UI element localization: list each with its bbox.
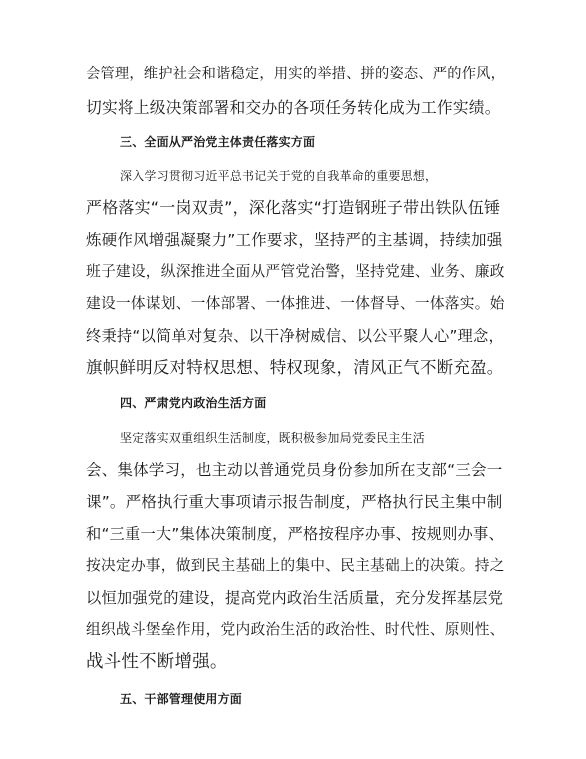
body-line: 建设一体谋划、一体部署、一体推进、一体督导、一体落实。始 <box>86 295 505 312</box>
body-line: 以恒加强党的建设，提高党内政治生活质量，充分发挥基层党 <box>86 589 504 607</box>
body-line: 班子建设，纵深推进全面从严管党治警，坚持党建、业务、廉政 <box>86 263 505 280</box>
body-line: 终秉持“以简单对复杂、以干净树威信、以公平聚人心”理念， <box>86 327 504 345</box>
section-heading: 三、全面从严治党主体责任落实方面 <box>120 135 316 149</box>
body-line: 课”。严格执行重大事项请示报告制度，严格执行民主集中制 <box>86 493 503 511</box>
body-line: 会管理，维护社会和谐稳定，用实的举措、拼的姿态、严的作风， <box>86 66 506 82</box>
body-line: 会、集体学习，也主动以普通党员身份参加所在支部“三会一 <box>86 461 503 479</box>
body-line: 炼硬作风增强凝聚力”工作要求，坚持严的主基调，持续加强 <box>86 231 503 249</box>
body-line: 按决定办事，做到民主基础上的集中、民主基础上的决策。持之 <box>86 557 505 574</box>
body-line: 切实将上级决策部署和交办的各项任务转化成为工作实绩。 <box>86 98 501 117</box>
body-line: 坚定落实双重组织生活制度，既积极参加局党委民主生活 <box>120 431 426 445</box>
body-line: 战斗性不断增强。 <box>86 652 228 672</box>
body-line: 深入学习贯彻习近平总书记关于党的自我革命的重要思想， <box>120 169 438 183</box>
section-heading: 四、严肃党内政治生活方面 <box>120 396 267 410</box>
body-line: 严格落实“一岗双责”，深化落实“打造钢班子带出铁队伍锤 <box>86 198 501 217</box>
body-line: 和“三重一大”集体决策制度，严格按程序办事、按规则办事、 <box>86 525 504 543</box>
body-line: 旗帜鲜明反对特权思想、特权现象，清风正气不断充盈。 <box>86 358 504 377</box>
section-heading: 五、干部管理使用方面 <box>120 692 243 706</box>
body-line: 组织战斗堡垒作用，党内政治生活的政治性、时代性、原则性、 <box>86 621 505 638</box>
